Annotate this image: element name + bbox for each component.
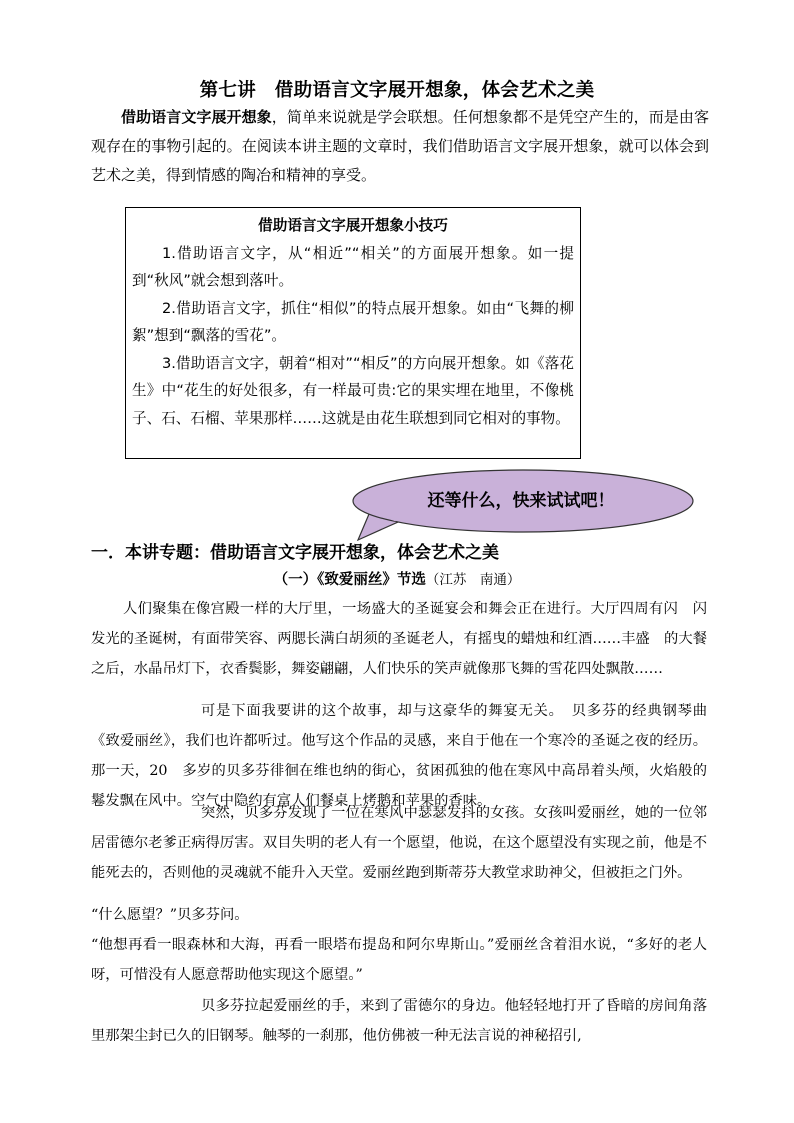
tip-item: 3.借助语言文字，朝着“相对”“相反”的方向展开想象。如《落花生》中“花生的好处很多，有一样最可贵:它的果实埋在地里，不像桃子、石、石榴、苹果那样……这就是由花生联想到同它相对的事物。: [132, 354, 574, 427]
tips-heading: 借助语言文字展开想象小技巧: [258, 217, 448, 234]
reading-title: （一）《致爱丽丝》节选: [273, 572, 426, 588]
reading-source: （江苏 南通）: [425, 572, 521, 588]
lesson-title: 第七讲 借助语言文字展开想象，体会艺术之美: [199, 80, 595, 101]
story-paragraph: “他想再看一眼森林和大海，再看一眼塔布提岛和阿尔卑斯山。”爱丽丝含着泪水说，“多好的老人呀，可惜没有人愿意帮助他实现这个愿望。”: [91, 937, 707, 983]
story-paragraph: 突然，贝多芬发现了一位在寒风中瑟瑟发抖的女孩。女孩叫爱丽丝，她的一位邻居雷德尔老爹正病得厉害。双目失明的老人有一个愿望，他说，在这个愿望没有实现之前，他是不能死去的，否则他的灵魂就不能升入天堂。爱丽丝跑到斯蒂芬大教堂求助神父，但被拒之门外。: [91, 805, 707, 881]
story-paragraph: 人们聚集在像宫殿一样的大厅里，一场盛大的圣诞宴会和舞会正在进行。大厅四周有闪 闪发光的圣诞树，有面带笑容、两腮长满白胡须的圣诞老人，有摇曳的蜡烛和红酒……丰盛 的大餐之后，水晶吊灯下，衣香鬓影，舞姿翩翩，人们快乐的笑声就像那飞舞的雪花四处飘散……: [91, 601, 707, 677]
reading-subheading: [0, 568, 794, 589]
intro-text: ，简单来说就是学会联想。任何想象都不是凭空产生的，而是由客观存在的事物引起的。在阅读本讲主题的文章时，我们借助语言文字展开想象，就可以体会到艺术之美，得到情感的陶冶和精神的享受。: [91, 108, 709, 184]
story-paragraph: 可是下面我要讲的这个故事，却与这豪华的舞宴无关。 贝多芬的经典钢琴曲《致爱丽丝》，我们也许都听过。他写这个作品的灵感，来自于他在一个寒冷的圣诞之夜的经历。那一天，20 多岁的贝多芬徘徊在维也纳的街心，贫困孤独的他在寒风中高昂着头颅，火焰般的鬈发飘在风中。空气中隐约有富人们餐桌上烤鹅和苹果的香味。: [91, 703, 707, 809]
speech-bubble-text: 还等什么，快来试试吧！: [427, 491, 615, 511]
intro-bold-lead: 借助语言文字展开想象: [121, 108, 272, 126]
story-paragraph: “什么愿望？”贝多芬问。: [91, 907, 249, 923]
story-paragraph: 贝多芬拉起爱丽丝的手，来到了雷德尔的身边。他轻轻地打开了昏暗的房间角落里那架尘封已久的旧钢琴。触琴的一刹那，他仿佛被一种无法言说的神秘招引,: [91, 998, 707, 1044]
tip-item: 1.借助语言文字，从“相近”“相关”的方面展开想象。如一提到“秋风”就会想到落叶。: [132, 244, 574, 289]
speech-bubble: [0, 0, 794, 560]
section-heading: 一．本讲专题：借助语言文字展开想象，体会艺术之美: [91, 543, 499, 563]
tip-item: 2.借助语言文字，抓住“相似”的特点展开想象。如由“飞舞的柳絮”想到“飘落的雪花”。: [132, 299, 574, 344]
